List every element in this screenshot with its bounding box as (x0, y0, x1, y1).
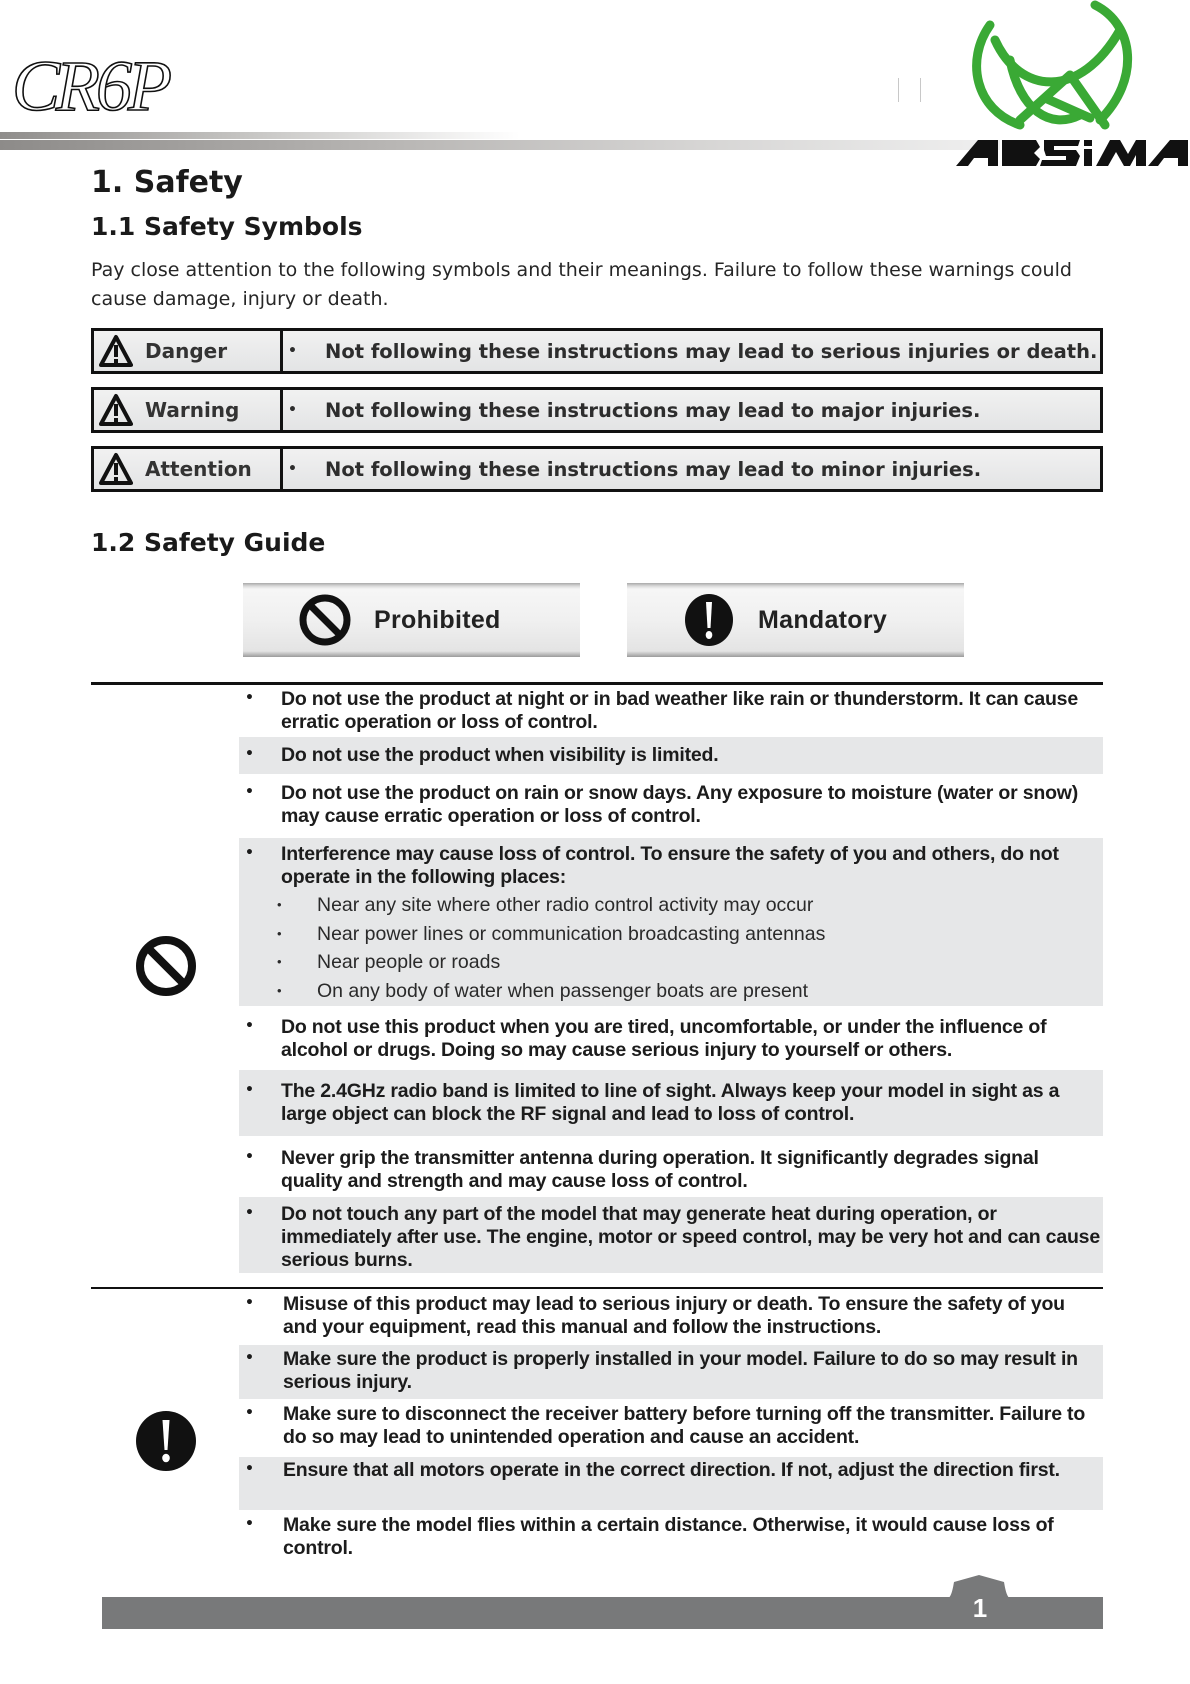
svg-text:CR6P: CR6P (12, 48, 168, 126)
prohibited-item: • Do not use the product at night or in bad weather like rain or thunderstorm. It can cause erratic operation or loss of control. (245, 688, 1078, 733)
mandatory-item: • Make sure to disconnect the receiver battery before turning off the transmitter. Failure to do so may lead to unintended operation and cause an accident. (245, 1403, 1086, 1448)
symbol-description: Not following these instructions may lead to minor injuries. (325, 457, 982, 481)
subsection-title-guide: 1.2 Safety Guide (91, 528, 326, 557)
subsection-title-symbols: 1.1 Safety Symbols (91, 212, 363, 241)
sub-item: • Near people or roads (277, 951, 501, 973)
warning-triangle-icon (99, 334, 133, 368)
sub-item: • On any body of water when passenger boats are present (277, 979, 809, 1002)
mandatory-item: • Make sure the model flies within a certain distance. Otherwise, it would cause loss of control. (245, 1514, 1054, 1559)
mandatory-item: • Make sure the product is properly installed in your model. Failure to do so may result in serious injury. (239, 1345, 1103, 1399)
product-logo (10, 48, 240, 133)
header-gradient-bar (0, 132, 1000, 150)
symbol-label: Warning (145, 398, 240, 422)
mandatory-icon (682, 593, 736, 647)
mandatory-item: • Ensure that all motors operate in the correct direction. If not, adjust the direction first. (239, 1457, 1103, 1510)
mandatory-icon (134, 1409, 198, 1473)
warning-triangle-icon (99, 452, 133, 486)
sub-item: • Near power lines or communication broadcasting antennas (277, 922, 826, 945)
prohibited-item: • The 2.4GHz radio band is limited to line of sight. Always keep your model in sight as a large object can block the RF signal and lead to loss of control. (239, 1070, 1103, 1136)
page-number: 1 (972, 1593, 988, 1623)
absima-logo-icon (950, 0, 1190, 175)
prohibited-item: • Do not touch any part of the model that may generate heat during operation, or immediately after use. The engine, motor or speed control, may be very hot and can cause serious burns. (239, 1197, 1103, 1273)
prohibited-item: • Do not use the product when visibility is limited. (239, 737, 1103, 774)
prohibited-item: • Do not use the product on rain or snow days. Any exposure to moisture (water or snow) may cause erratic operation or loss of control. (245, 782, 1079, 827)
prohibited-icon (134, 934, 198, 998)
legend-label: Prohibited (374, 605, 501, 634)
symbol-row-warning: Warning • Not following these instructions may lead to major injuries. (91, 387, 1103, 433)
sub-item: • Near any site where other radio control activity may occur (277, 894, 814, 916)
symbols-intro-paragraph: Pay close attention to the following symbols and their meanings. Failure to follow these warnings could cause damage, injury or death. (91, 259, 1072, 310)
warning-triangle-icon (99, 393, 133, 427)
legend-label: Mandatory (758, 605, 888, 634)
prohibited-icon (298, 593, 352, 647)
section-divider-rule (91, 1287, 1103, 1289)
section-divider-rule (91, 682, 1103, 685)
brand-logo (950, 0, 1190, 175)
symbol-row-attention: Attention • Not following these instructions may lead to minor injuries. (91, 446, 1103, 492)
symbol-row-danger: Danger • Not following these instructions may lead to serious injuries or death. (91, 328, 1103, 374)
footer-bar (102, 1597, 1103, 1629)
prohibited-item: • Interference may cause loss of control. To ensure the safety of you and others, do not operate in the following places: • Near any site where other radio control activity may occur • Near power lines or communication broadcasting antennas • Near people or roads • On any body of water when passenger boats are present (239, 838, 1103, 1006)
header-divider-ticks (896, 78, 926, 102)
symbol-label: Danger (145, 339, 228, 363)
symbol-description: Not following these instructions may lead to serious injuries or death. (325, 339, 1098, 363)
prohibited-item: • Do not use this product when you are tired, uncomfortable, or under the influence of alcohol or drugs. Doing so may cause serious injury to yourself or others. (245, 1016, 1047, 1061)
legend-prohibited (243, 583, 580, 657)
legend-mandatory (627, 583, 964, 657)
prohibited-item: • Never grip the transmitter antenna during operation. It significantly degrades signal quality and strength and may cause loss of control. (245, 1147, 1039, 1192)
mandatory-item: • Misuse of this product may lead to serious injury or death. To ensure the safety of you and your equipment, read this manual and follow the instructions. (245, 1293, 1065, 1338)
symbol-label: Attention (145, 457, 252, 481)
section-title: 1. Safety (91, 165, 243, 200)
symbol-description: Not following these instructions may lead to major injuries. (325, 398, 981, 422)
product-logo-script-icon (10, 48, 240, 133)
